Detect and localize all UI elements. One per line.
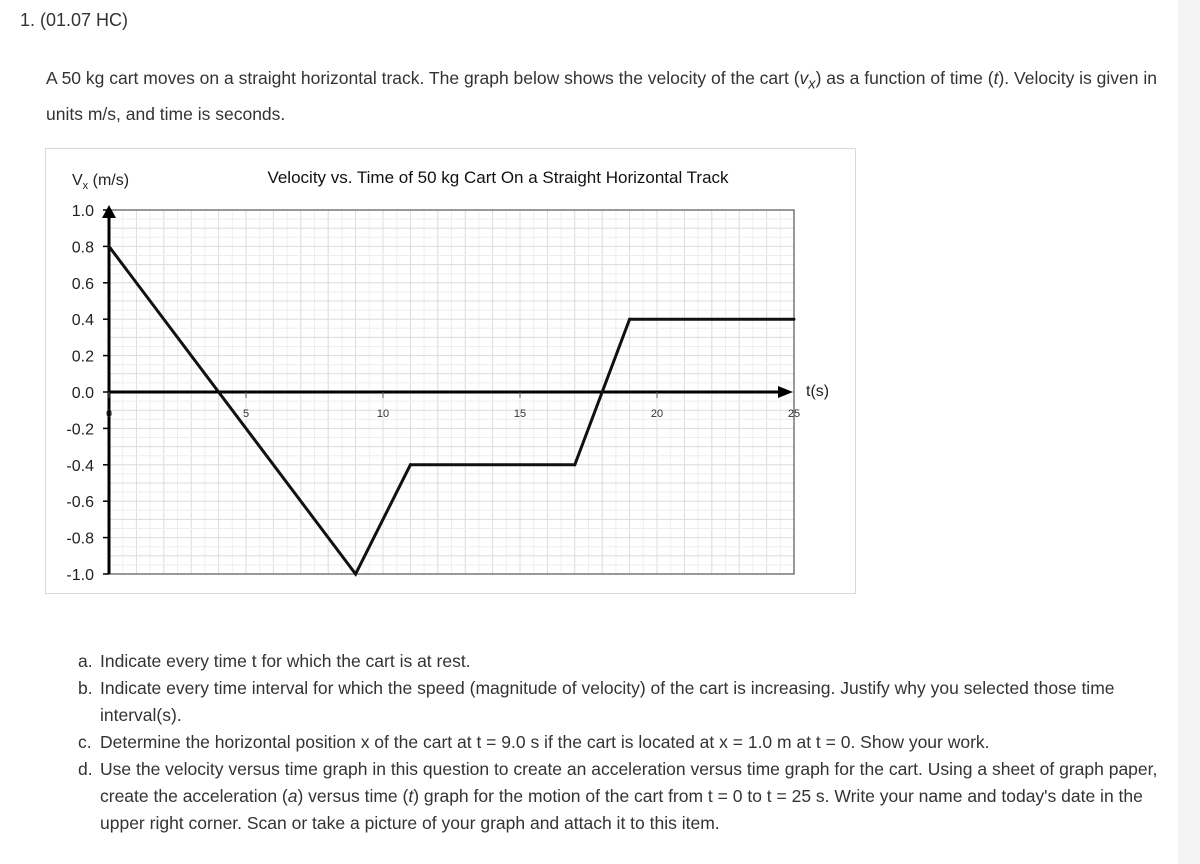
part-text: ) versus time ( [297,786,409,806]
series-point [354,573,357,576]
y-tick-label: 0.6 [71,275,94,293]
intro-vx-symbol: $v_x$ [799,68,816,93]
y-axis-label: $V_x$ (m/s) [72,172,130,192]
part-text: Indicate every time t for which the cart is at rest. [100,651,471,671]
x-tick-label: 15 [513,408,527,420]
x-tick-label: 0 [105,408,113,420]
part-text: ) graph for the motion of the cart from t = 0 to t = 25 s. Write your name and today's date in the upper right corner. Scan or take a picture of your graph and attach it to this item. [100,786,1143,833]
question-part-a [78,648,1168,675]
chart-title: Velocity vs. Time of 50 kg Cart On a Straight Horizontal Track [267,168,729,187]
velocity-chart-svg [46,149,855,593]
y-tick-label: 0.4 [71,312,94,330]
part-letter: a. [78,651,93,671]
x-tick-label: 10 [376,408,390,420]
intro-text-2: ) as a function of time ( [815,68,994,88]
part-text: Determine the horizontal position x of the cart at t = 9.0 s if the cart is located at x = 1.0 m at t = 0. Show your work. [100,732,990,752]
y-tick-label: -0.6 [66,494,94,512]
intro-text-1: A 50 kg cart moves on a straight horizontal track. The graph below shows the velocity of the cart ( [46,68,800,88]
y-axis-arrow [102,205,116,218]
y-tick-label: -0.4 [66,457,94,475]
x-tick-label: 5 [242,408,250,420]
series-point [793,318,796,321]
y-tick-label: 0.8 [71,239,94,257]
y-tick-label: 0.0 [71,385,94,402]
part-text: Use the velocity versus time graph in this question to create an acceleration versus time graph for the cart. Using a sheet of graph paper, create the acceleration ( [100,759,1158,806]
x-tick-label: 20 [650,408,664,420]
part-letter: c. [78,732,92,752]
x-tick-label: 25 [787,408,801,420]
part-symbol: a [287,786,298,806]
question-intro [46,64,1166,129]
y-tick-label: -1.0 [66,567,94,584]
question-part-b [78,675,1168,729]
y-tick-label: -0.8 [66,530,94,548]
y-tick-label: -0.2 [66,421,94,439]
question-number: 1. (01.07 HC) [20,10,129,30]
question-parts [78,648,1168,837]
y-tick-label: 1.0 [71,203,94,220]
y-tick-label: 0.2 [71,348,94,366]
part-letter: b. [78,678,93,698]
part-text: Indicate every time interval for which the speed (magnitude of velocity) of the cart is increasing. Justify why you selected those time interval(s). [100,678,1115,725]
series-point [409,463,412,466]
question-part-d [78,756,1168,837]
intro-text-3: ). Velocity is given in units m/s, and time is seconds. [46,68,1157,124]
part-symbol: t [408,786,414,806]
velocity-chart [45,148,856,594]
intro-t-symbol: t [993,68,999,88]
series-point [628,318,631,321]
series-point [573,463,576,466]
series-point [108,245,111,248]
x-axis-label: t(s) [806,383,830,400]
chart-axes [102,205,793,574]
part-letter: d. [78,759,93,779]
question-part-c [78,729,1168,756]
x-axis-arrow [778,386,793,398]
